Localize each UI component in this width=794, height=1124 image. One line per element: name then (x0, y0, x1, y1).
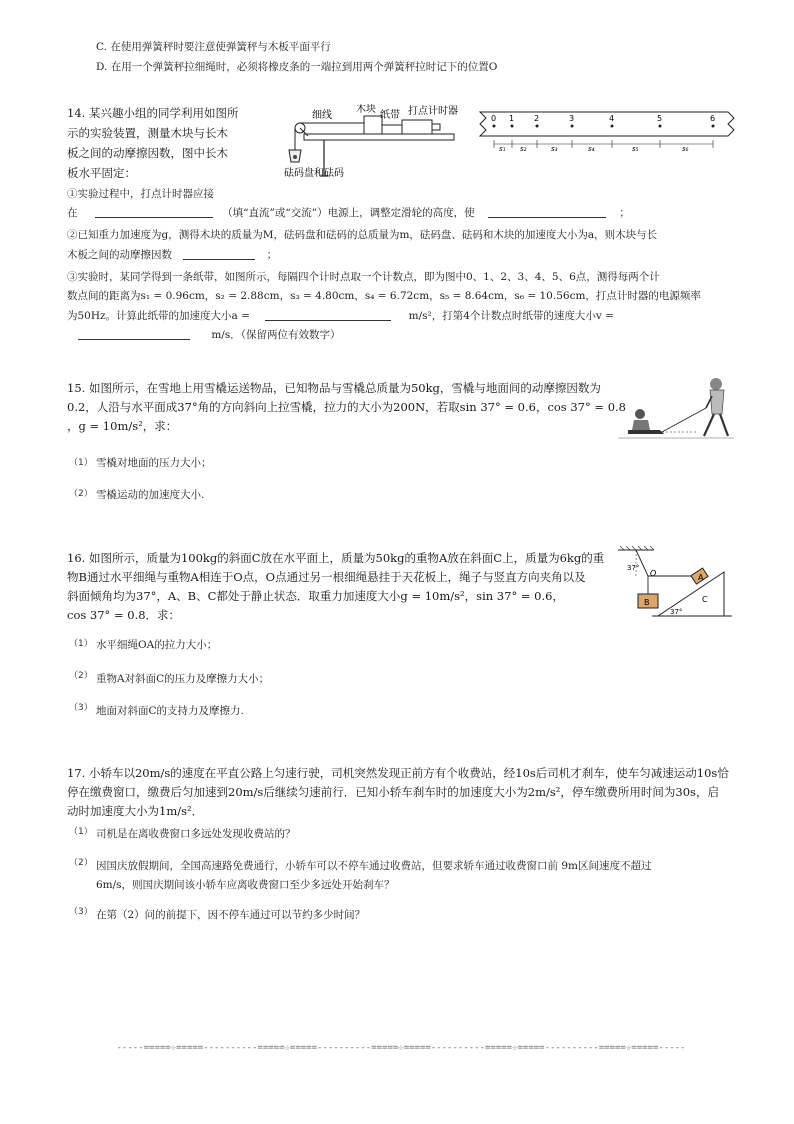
tape-point-3: 3 (569, 114, 575, 123)
q16-sub2-text: 重物A对斜面C的压力及摩擦力大小； (96, 673, 270, 685)
q17-sub3-text: 在第（2）问的前提下，因不停车通过可以节约多少时间？ (96, 909, 366, 921)
q14-part3-e: m/s．（保留两位有效数字） (211, 329, 341, 341)
q16-sub1-text: 水平细绳OA的拉力大小； (96, 639, 218, 651)
q14-part2-c: ； (266, 249, 278, 261)
q14-blank-velocity[interactable] (78, 327, 190, 340)
tape-seg-3: s₃ (551, 145, 558, 152)
q14-part3-d: m/s²，打第4个计数点时纸带的速度大小v = (408, 310, 614, 322)
tape-seg-5: s₅ (632, 145, 639, 152)
q17-stem-line1: 17. 小轿车以20m/s的速度在平直公路上匀速行驶，司机突然发现正前方有个收费站，经10s后司机才刹车，使车匀减速运动10s恰 (67, 766, 729, 780)
q14-part1-line (67, 205, 630, 220)
q15-sub2-text: 雪橇运动的加速度大小. (96, 489, 205, 501)
q15-sub1-text: 雪橇对地面的压力大小； (96, 457, 212, 469)
q14-part3-a: ③实验时，某同学得到一条纸带，如图所示，每隔四个计时点取一个计数点，即为图中0、1、2、3、4、5、6点，测得每两个计 (67, 271, 660, 283)
q14-part1-a: ①实验过程中，打点计时器应接 (67, 188, 214, 200)
q16-sub1-number: （1） (69, 639, 93, 649)
tape-point-0: 0 (491, 114, 497, 123)
q16-stem-line2: 物B通过水平细绳与重物A相连于O点，O点通过另一根细绳悬挂于天花板上，绳子与竖直方向夹角以及 (67, 570, 586, 584)
q14-stem-line3: 板之间的动摩擦因数，图中长木 (67, 146, 228, 160)
q14-part1-d: ； (619, 207, 630, 219)
q14-blank-power-type[interactable] (95, 205, 213, 218)
label-c: C (702, 595, 708, 604)
q16-sub3-number: （3） (69, 703, 93, 713)
tape-point-1: 1 (509, 114, 515, 123)
q14-part2-a: ②已知重力加速度为g，测得木块的质量为M，砝码盘和砝码的总质量为m，砝码盘、砝码和木块的加速度大小为a，则木块与长 (67, 229, 658, 241)
q14-part3-line2 (78, 327, 340, 342)
q14-blank-friction-coeff[interactable] (183, 247, 255, 260)
tape-seg-6: s₆ (682, 145, 689, 152)
q17-stem-line2: 停在缴费窗口，缴费后匀加速到20m/s后继续匀速前行．已知小轿车刹车时的加速度大小为2m/s²，停车缴费所用时间为30s，启 (67, 785, 719, 799)
label-weights: 砝码盘和砝码 (284, 168, 344, 179)
q15-stem-line2: 0.2，人沿与水平面成37°角的方向斜向上拉雪橇，拉力的大小为200N，若取sin 37° = 0.6，cos 37° = 0.8 (67, 400, 626, 414)
label-angle-top: 37° (627, 564, 640, 572)
label-timer: 打点计时器 (408, 106, 458, 117)
q14-part2-line (67, 247, 277, 262)
label-rope: 细线 (312, 110, 332, 121)
q16-sub2-number: （2） (69, 671, 93, 681)
label-o: O (650, 569, 657, 578)
q16-stem-line4: cos 37° = 0.8．求： (67, 608, 181, 622)
q15-stem-line3: ，g = 10m/s²，求： (67, 419, 178, 433)
option-c: C. 在使用弹簧秤时要注意使弹簧秤与木板平面平行 (96, 41, 331, 53)
q16-stem-line1: 16. 如图所示，质量为100kg的斜面C放在水平面上，质量为50kg的重物A放在斜面C上，质量为6kg的重 (67, 551, 605, 565)
q14-part1-b: 在 (67, 207, 78, 219)
q14-part3-c: 为50Hz。计算此纸带的加速度大小a = (67, 310, 250, 322)
q16-sub3-text: 地面对斜面C的支持力及摩擦力. (96, 705, 244, 717)
q14-blank-pulley-condition[interactable] (488, 205, 606, 218)
q16-stem-line3: 斜面倾角均为37°，A、B、C都处于静止状态．取重力加速度大小g = 10m/s²，sin 37° = 0.6， (67, 589, 564, 603)
q14-apparatus-figure (284, 104, 474, 180)
tape-seg-1: s₁ (499, 145, 506, 152)
q17-sub2-number: （2） (69, 858, 93, 868)
q17-sub2-text-b: 6m/s，则国庆期间该小轿车应离收费窗口至少多远处开始刹车？ (96, 879, 395, 891)
q17-sub1-text: 司机是在离收费窗口多远处发现收费站的？ (96, 828, 296, 840)
q15-stem-line1: 15. 如图所示，在雪地上用雪橇运送物品，已知物品与雪橇总质量为50kg，雪橇与地面间的动摩擦因数为 (67, 381, 601, 395)
label-b: B (644, 598, 650, 607)
q14-blank-acceleration[interactable] (265, 308, 391, 321)
q14-part2-b: 木板之间的动摩擦因数 (67, 249, 172, 261)
label-block: 木块 (356, 104, 376, 115)
page-footer-divider: -----=====☆=====----------=====☆=====----------=====☆=====----------=====☆=====----------=====☆=====----- (116, 1043, 686, 1053)
q15-sub2-number: （2） (69, 489, 93, 499)
label-angle-bottom: 37° (670, 608, 683, 616)
q17-sub3-number: （3） (69, 907, 93, 917)
tape-point-2: 2 (534, 114, 540, 123)
tape-point-4: 4 (609, 114, 615, 123)
q15-sled-figure (618, 372, 736, 444)
tape-point-5: 5 (657, 114, 663, 123)
q14-stem-line2: 示的实验装置，测量木块与长木 (67, 126, 228, 140)
tape-point-6: 6 (710, 114, 716, 123)
label-tape: 纸带 (380, 110, 400, 121)
q14-part3-line (67, 308, 614, 323)
q14-part3-b: 数点间的距离为s₁ = 0.96cm，s₂ = 2.88cm，s₃ = 4.80cm，s₄ = 6.72cm，s₅ = 8.64cm，s₆ = 10.56cm，打点计时器的电源频率 (67, 290, 701, 302)
q17-sub2-text-a: 因国庆放假期间，全国高速路免费通行，小轿车可以不停车通过收费站，但要求轿车通过收费窗口前 9m区间速度不超过 (96, 860, 652, 872)
tape-seg-4: s₄ (588, 145, 595, 152)
q15-sub1-number: （1） (69, 458, 93, 468)
label-a: A (698, 573, 704, 582)
option-d: D. 在用一个弹簧秤拉细绳时，必须将橡皮条的一端拉到用两个弹簧秤拉时记下的位置O (96, 61, 498, 73)
q14-stem-line1: 14. 某兴趣小组的同学利用如图所 (67, 106, 239, 120)
q17-sub1-number: （1） (69, 827, 93, 837)
tape-seg-2: s₂ (520, 145, 527, 152)
q16-incline-figure (614, 546, 738, 622)
q17-stem-line3: 动时加速度大小为1m/s²． (67, 804, 204, 818)
q14-paper-tape-figure (476, 106, 738, 152)
q14-part1-c: （填“直流”或“交流”）电源上，调整定滑轮的高度，使 (222, 207, 475, 219)
q14-stem-line4: 板水平固定： (67, 166, 136, 180)
